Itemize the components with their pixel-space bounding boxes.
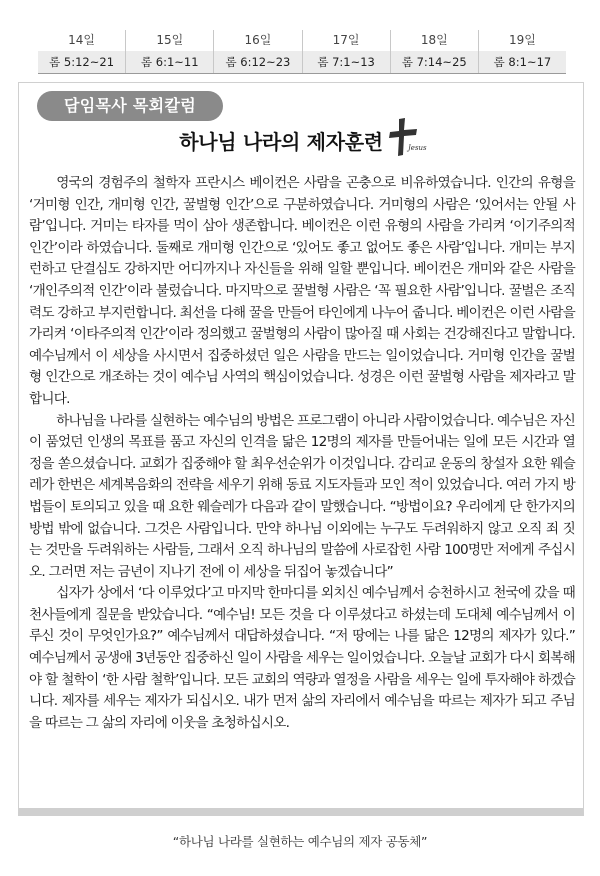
schedule-day-column bbox=[478, 30, 566, 73]
schedule-day-column bbox=[302, 30, 390, 73]
schedule-day: 18일 bbox=[391, 30, 478, 51]
column-paragraph: 영국의 경험주의 철학자 프란시스 베이컨은 사람을 곤충으로 비유하였습니다. 인간의 유형을 ‘거미형 인간, 개미형 인간, 꿀벌형 인간’으로 구분하였습니다. 거미형의 사람은 ‘있어서는 안될 사람’입니다. 거미는 타자를 먹이 삼아 생존합니다. 베이컨은 이런 유형의 사람을 가리켜 ‘이기주의적 인간’이라 하였습니다. 둘째로 개미형 인간으로 ‘있어도 좋고 없어도 좋은 사람’입니다. 개미는 부지런하고 단결심도 강하지만 어디까지나 자신들을 위해 일할 뿐입니다. 베이컨은 개미와 같은 사람을 ‘개인주의적 인간’이라 불렀습니다. 마지막으로 꿀벌형 사람은 ‘꼭 필요한 사람’입니다. 꿀벌은 조직력도 강하고 부지런합니다. 최선을 다해 꿀을 만들어 타인에게 나누어 줍니다. 베이컨은 이런 사람을 가리켜 ‘이타주의적 인간’이라 정의했고 꿀벌형의 사람이 많아질 때 사회는 건강해진다고 말합니다. 예수님께서 이 세상을 사시면서 집중하셨던 일은 사람을 만드는 일이었습니다. 거미형 인간을 꿀벌형 인간으로 개조하는 것이 예수님 사역의 핵심이었습니다. 성경은 이런 꿀벌형 사람을 제자라고 말합니다. bbox=[29, 175, 575, 407]
schedule-day-column bbox=[213, 30, 301, 73]
schedule-verse: 롬 6:12~23 bbox=[214, 51, 301, 73]
schedule-verse: 롬 7:14~25 bbox=[391, 51, 478, 73]
schedule-day-column bbox=[390, 30, 478, 73]
schedule-day: 17일 bbox=[303, 30, 390, 51]
schedule-verse: 롬 8:1~17 bbox=[479, 51, 566, 73]
column-title: 하나님 나라의 제자훈련 bbox=[179, 129, 383, 154]
schedule-day: 14일 bbox=[38, 30, 125, 51]
column-paragraph: 십자가 상에서 ‘다 이루었다’고 마지막 한마디를 외치신 예수님께서 승천하시고 천국에 갔을 때 천사들에게 질문을 받았습니다. “예수님! 모든 것을 다 이루셨다고 하셨는데 도대체 예수님께서 이루신 것이 무엇인가요?” 예수님께서 대답하셨습니다. “저 땅에는 나를 닮은 12명의 제자가 있다.” 예수님께서 공생애 3년동안 집중하신 일이 사람을 세우는 일이었습니다. 오늘날 교회가 다시 회복해야 할 철학이 ‘한 사람 철학’입니다. 모든 교회의 역량과 열정을 사람을 세우는 일에 투자해야 하겠습니다. 제자를 세우는 제자가 되십시오. 내가 먼저 삶의 자리에서 예수님을 따르는 제자가 되고 주님을 따르는 그 삶의 자리에 이웃을 초청하십시오. bbox=[29, 585, 576, 731]
cross-icon bbox=[387, 117, 427, 157]
church-motto: “하나님 나라를 실현하는 예수님의 제자 공동체” bbox=[172, 834, 428, 849]
schedule-day: 16일 bbox=[214, 30, 301, 51]
cross-label: Jesus bbox=[407, 144, 427, 152]
pastor-column bbox=[18, 82, 584, 816]
schedule-day-column bbox=[38, 30, 125, 73]
column-category-badge: 담임목사 목회칼럼 bbox=[37, 91, 223, 121]
column-body bbox=[29, 173, 575, 734]
schedule-verse: 롬 5:12~21 bbox=[38, 51, 125, 73]
column-paragraph: 하나님을 나라를 실현하는 예수님의 방법은 프로그램이 아니라 사람이었습니다. 예수님은 자신이 품었던 인생의 목표를 품고 자신의 인격을 닮은 12명의 제자를 만들어내는 일에 모든 시간과 열정을 쏟으셨습니다. 교회가 집중해야 할 최우선순위가 이것입니다. 감리교 운동의 창설자 요한 웨슬레가 한번은 세계복음화의 전략을 세우기 위해 동료 지도자들과 모인 적이 있었습니다. 여러 가지 방법들이 토의되고 있을 때 요한 웨슬레가 다음과 같이 말했습니다. “방법이요? 우리에게 단 한가지의 방법 밖에 없습니다. 그것은 사람입니다. 만약 하나님 이외에는 누구도 두려워하지 않고 오직 죄 짓는 것만을 두려워하는 사람들, 그래서 오직 하나님의 말씀에 사로잡힌 사람 100명만 저에게 주십시오. 그러면 저는 금년이 지나기 전에 이 세상을 뒤집어 놓겠습니다” bbox=[29, 412, 575, 580]
schedule-verse: 롬 7:1~13 bbox=[303, 51, 390, 73]
column-title-row bbox=[19, 117, 583, 163]
schedule-verse: 롬 6:1~11 bbox=[126, 51, 213, 73]
schedule-day: 15일 bbox=[126, 30, 213, 51]
bible-reading-schedule bbox=[38, 30, 566, 74]
schedule-day: 19일 bbox=[479, 30, 566, 51]
schedule-day-column bbox=[125, 30, 213, 73]
